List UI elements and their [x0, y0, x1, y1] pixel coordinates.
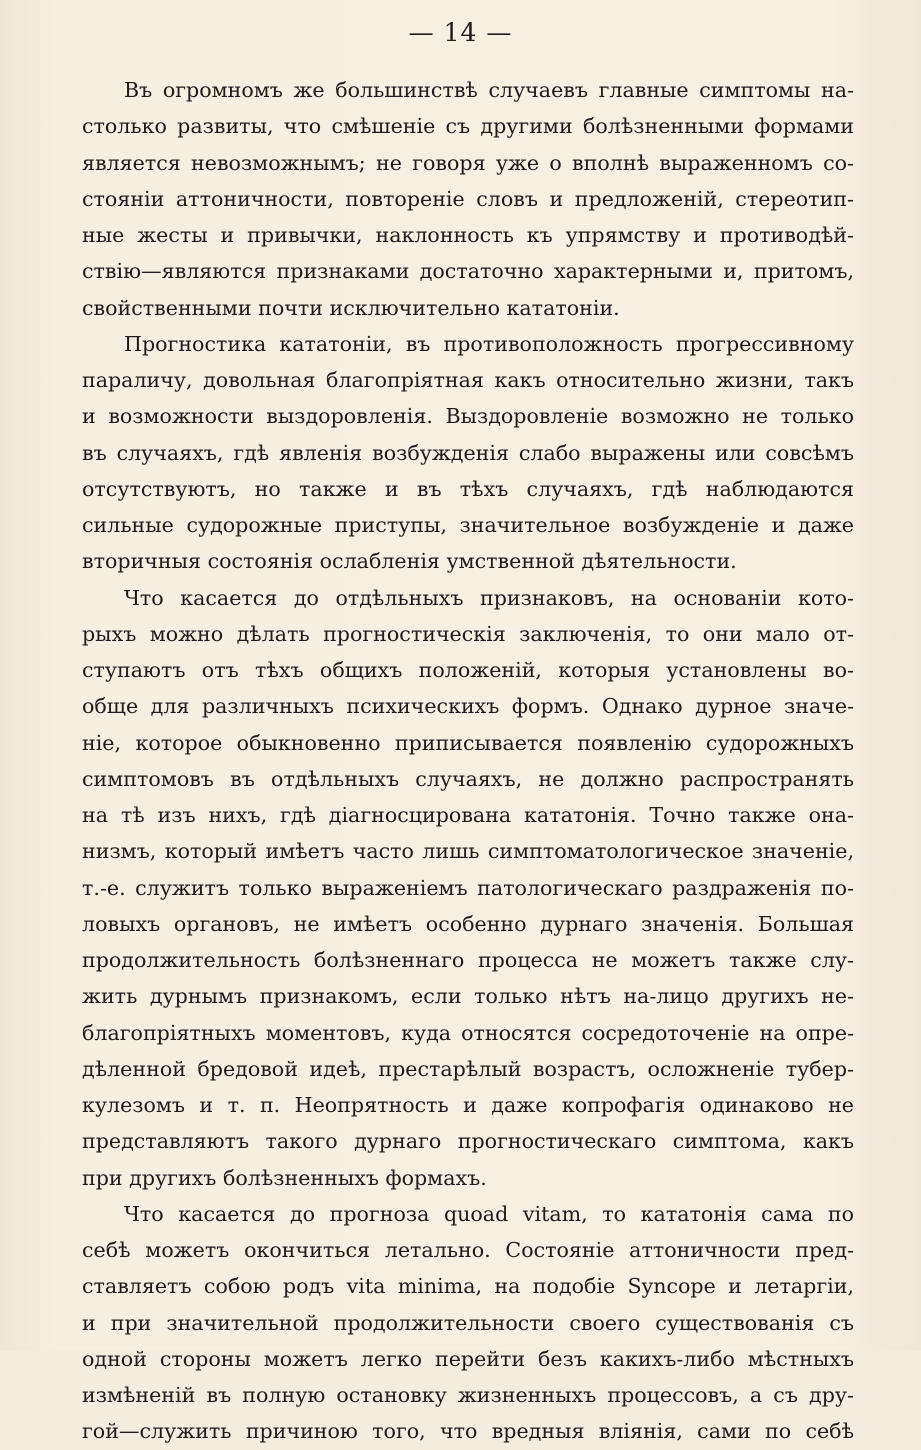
text-line: Въ огромномъ же большинствѣ случаевъ главные симптомы на- — [124, 78, 854, 102]
text-line: т.-е. служитъ только выраженіемъ патологическаго раздраженія по- — [82, 875, 854, 900]
text-line: ствію—являются признаками достаточно характерными и, притомъ, — [82, 259, 854, 284]
text-line: и возможности выздоровленія. Выздоровленіе возможно не только — [82, 404, 854, 429]
text-line: въ случаяхъ, гдѣ явленія возбужденія слабо выражены или совсѣмъ — [82, 440, 854, 465]
text-line: параличу, довольная благопріятная какъ относительно жизни, такъ — [82, 368, 854, 392]
text-line: обще для различныхъ психическихъ формъ. Однако дурное значе- — [82, 694, 854, 719]
text-line: ные жесты и привычки, наклонность къ упрямству и противодѣй- — [82, 223, 854, 247]
text-line: ступаютъ отъ тѣхъ общихъ положеній, которыя установлены во- — [82, 658, 854, 682]
text-line: себѣ можетъ окончиться летально. Состояніе аттоничности пред- — [82, 1238, 854, 1262]
text-line: ніе, которое обыкновенно приписывается появленію судорожныхъ — [82, 730, 854, 755]
text-line: столько развиты, что смѣшеніе съ другими болѣзненными формами — [82, 114, 854, 139]
text-line: Что касается до отдѣльныхъ признаковъ, на основаніи кото- — [124, 585, 854, 610]
text-line: благопріятныхъ моментовъ, куда относятся сосредоточеніе на опре- — [82, 1020, 854, 1045]
text-line: ставляетъ собою родъ vita minima, на подобіе Syncope и летаргіи, — [82, 1274, 854, 1299]
text-line: низмъ, который имѣетъ часто лишь симптоматологическое значеніе, — [82, 839, 854, 864]
text-line: симптомовъ въ отдѣльныхъ случаяхъ, не должно распространять — [82, 766, 854, 791]
text-line: рыхъ можно дѣлать прогностическія заключенія, то они мало от- — [82, 621, 854, 646]
text-line: сильные судорожные приступы, значительное возбужденіе и даже — [82, 513, 854, 537]
text-line: Что касается до прогноза quoad vitam, то кататонія сама по — [124, 1201, 854, 1226]
text-line: Прогностика кататоніи, въ противоположность прогрессивному — [124, 331, 854, 356]
page-number: — 14 — — [408, 18, 513, 47]
text-line: вторичныя состоянія ослабленія умственной дѣятельности. — [82, 549, 737, 574]
page-body — [82, 72, 854, 1450]
text-line: дѣленной бредовой идеѣ, престарѣлый возрастъ, осложненіе тубер- — [82, 1056, 854, 1081]
text-line: стояніи аттоничности, повтореніе словъ и предложеній, стереотип- — [82, 186, 854, 211]
text-line: при другихъ болѣзненныхъ формахъ. — [82, 1165, 487, 1190]
text-line: продолжительность болѣзненнаго процесса не можетъ также слу- — [82, 948, 854, 972]
text-line: гой—служить причиною того, что вредныя вліянія, сами по себѣ — [82, 1419, 854, 1444]
text-line: отсутствуютъ, но также и въ тѣхъ случаяхъ, гдѣ наблюдаются — [82, 476, 854, 501]
text-line: является невозможнымъ; не говоря уже о вполнѣ выраженномъ со- — [82, 150, 854, 175]
text-line: жить дурнымъ признакомъ, если только нѣтъ на-лицо другихъ не- — [82, 984, 854, 1009]
text-line: на тѣ изъ нихъ, гдѣ діагносцирована кататонія. Точно также она- — [82, 803, 854, 827]
text-line: кулезомъ и т. п. Неопрятность и даже копрофагія одинаково не — [82, 1093, 854, 1117]
text-line: и при значительной продолжительности своего существованія съ — [82, 1310, 854, 1335]
text-line: представляютъ такого дурнаго прогностическаго симптома, какъ — [82, 1129, 854, 1154]
text-line: измѣненій въ полную остановку жизненныхъ процессовъ, а съ дру- — [82, 1383, 854, 1407]
text-line: свойственными почти исключительно кататоніи. — [82, 295, 620, 320]
text-line: одной стороны можетъ легко перейти безъ какихъ-либо мѣстныхъ — [82, 1346, 854, 1371]
text-line: ловыхъ органовъ, не имѣетъ особенно дурнаго значенія. Большая — [82, 911, 854, 936]
